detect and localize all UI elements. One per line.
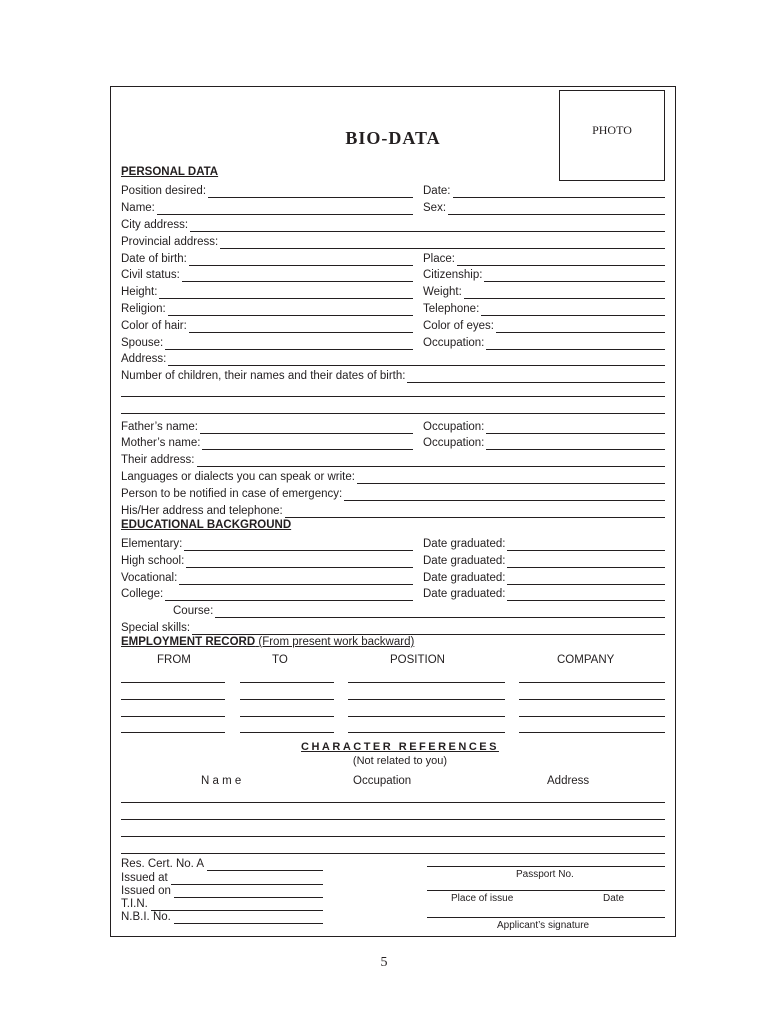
course-label: Course: [173, 605, 214, 617]
children-line-2[interactable] [121, 396, 665, 397]
references-col-occupation: Occupation [353, 775, 412, 787]
mothers-occupation-field[interactable] [423, 434, 665, 450]
passport-line[interactable] [427, 866, 665, 867]
course-line[interactable] [215, 605, 665, 618]
height-field[interactable] [121, 283, 413, 299]
provincial-address-line[interactable] [220, 236, 665, 249]
elementary-date-line[interactable] [507, 538, 665, 551]
mothers-occupation-line[interactable] [486, 437, 665, 450]
references-note: (Not related to you) [352, 755, 448, 767]
their-address-label: Their address: [121, 454, 195, 466]
vocational-field[interactable] [121, 569, 413, 585]
provincial-address-field[interactable] [121, 233, 665, 249]
form-title: BIO-DATA [345, 128, 441, 148]
elementary-label: Elementary: [121, 538, 183, 550]
religion-field[interactable] [121, 300, 413, 316]
sex-field[interactable] [423, 199, 665, 215]
employment-to-1[interactable] [240, 682, 334, 683]
employment-position-2[interactable] [348, 699, 505, 700]
reference-line-1[interactable] [121, 802, 665, 803]
languages-line[interactable] [357, 471, 665, 484]
employment-company-3[interactable] [519, 716, 665, 717]
fathers-name-field[interactable] [121, 418, 413, 434]
color-of-eyes-field[interactable] [423, 317, 665, 333]
date-line[interactable] [453, 185, 666, 198]
issued-on-label: Issued on [121, 885, 171, 897]
res-cert-label: Res. Cert. No. A [121, 858, 205, 870]
languages-label: Languages or dialects you can speak or write: [121, 471, 355, 483]
vocational-label: Vocational: [121, 572, 178, 584]
page-number: 5 [380, 955, 388, 970]
name-label: Name: [121, 202, 155, 214]
employment-col-company: COMPANY [557, 654, 615, 666]
employment-position-3[interactable] [348, 716, 505, 717]
photo-label: PHOTO [592, 123, 632, 137]
civil-status-field[interactable] [121, 266, 413, 282]
address-line[interactable] [168, 353, 665, 366]
personal-data-heading: PERSONAL DATA [121, 166, 219, 178]
their-address-line[interactable] [197, 454, 665, 467]
weight-line[interactable] [464, 286, 665, 299]
employment-position-1[interactable] [348, 682, 505, 683]
emergency-address-line[interactable] [285, 505, 665, 518]
tin-label: T.I.N. [121, 898, 148, 910]
college-date-line[interactable] [507, 588, 665, 601]
spouse-occupation-label: Occupation: [423, 337, 485, 349]
employment-to-2[interactable] [240, 699, 334, 700]
civil-status-line[interactable] [182, 269, 413, 282]
elementary-date-field[interactable] [423, 535, 665, 551]
elementary-date-label: Date graduated: [423, 538, 506, 550]
employment-heading [121, 636, 414, 648]
date-of-birth-field[interactable] [121, 250, 413, 266]
telephone-label: Telephone: [423, 303, 480, 315]
emergency-contact-line[interactable] [344, 488, 665, 501]
special-skills-field[interactable] [121, 619, 665, 635]
date-field[interactable] [423, 182, 665, 198]
name-line[interactable] [157, 202, 413, 215]
college-field[interactable] [121, 585, 413, 601]
employment-from-1[interactable] [121, 682, 225, 683]
emergency-address-label: His/Her address and telephone: [121, 505, 283, 517]
citizenship-field[interactable] [423, 266, 665, 282]
employment-position-4[interactable] [348, 732, 505, 733]
signature-label: Applicant’s signature [497, 920, 590, 931]
address-field[interactable] [121, 350, 665, 366]
fathers-occupation-field[interactable] [423, 418, 665, 434]
color-of-hair-label: Color of hair: [121, 320, 187, 332]
city-address-line[interactable] [190, 219, 665, 232]
college-line[interactable] [165, 588, 413, 601]
position-desired-line[interactable] [208, 185, 413, 198]
vocational-date-line[interactable] [507, 572, 665, 585]
city-address-label: City address: [121, 219, 189, 231]
telephone-field[interactable] [423, 300, 665, 316]
spouse-line[interactable] [165, 337, 413, 350]
reference-line-3[interactable] [121, 836, 665, 837]
emergency-contact-field[interactable] [121, 485, 665, 501]
vocational-date-field[interactable] [423, 569, 665, 585]
name-field[interactable] [121, 199, 413, 215]
passport-label: Passport No. [516, 869, 574, 880]
mothers-name-label: Mother’s name: [121, 437, 201, 449]
languages-field[interactable] [121, 468, 665, 484]
employment-to-3[interactable] [240, 716, 334, 717]
date-of-birth-line[interactable] [189, 253, 413, 266]
citizenship-label: Citizenship: [423, 269, 483, 281]
references-col-address: Address [547, 775, 590, 787]
employment-from-2[interactable] [121, 699, 225, 700]
place-line[interactable] [457, 253, 665, 266]
address-label: Address: [121, 353, 167, 365]
fathers-occupation-line[interactable] [486, 421, 665, 434]
weight-field[interactable] [423, 283, 665, 299]
high-school-date-label: Date graduated: [423, 555, 506, 567]
employment-heading-text: EMPLOYMENT RECORD [121, 636, 256, 648]
color-of-hair-field[interactable] [121, 317, 413, 333]
spouse-field[interactable] [121, 334, 413, 350]
children-line[interactable] [407, 370, 665, 383]
color-of-hair-line[interactable] [189, 320, 413, 333]
weight-label: Weight: [423, 286, 462, 298]
college-date-label: Date graduated: [423, 588, 506, 600]
emergency-address-field[interactable] [121, 502, 665, 518]
religion-label: Religion: [121, 303, 166, 315]
fathers-name-label: Father’s name: [121, 421, 198, 433]
college-date-field[interactable] [423, 585, 665, 601]
children-field[interactable] [121, 367, 665, 383]
nbi-line[interactable] [174, 912, 323, 924]
tin-field[interactable] [121, 897, 323, 911]
color-of-eyes-label: Color of eyes: [423, 320, 494, 332]
vocational-date-label: Date graduated: [423, 572, 506, 584]
fathers-name-line[interactable] [200, 421, 413, 434]
fathers-occupation-label: Occupation: [423, 421, 485, 433]
special-skills-label: Special skills: [121, 622, 191, 634]
elementary-line[interactable] [184, 538, 413, 551]
spouse-label: Spouse: [121, 337, 164, 349]
high-school-field[interactable] [121, 552, 413, 568]
sex-line[interactable] [448, 202, 665, 215]
employment-col-from: FROM [157, 654, 191, 666]
provincial-address-label: Provincial address: [121, 236, 219, 248]
references-col-name: N a m e [201, 775, 242, 787]
city-address-field[interactable] [121, 216, 665, 232]
special-skills-line[interactable] [192, 622, 665, 635]
position-desired-field[interactable] [121, 182, 413, 198]
high-school-date-line[interactable] [507, 555, 665, 568]
signature-line[interactable] [427, 917, 665, 918]
children-line-3[interactable] [121, 413, 665, 414]
height-line[interactable] [159, 286, 413, 299]
employment-col-to: TO [272, 654, 288, 666]
employment-company-1[interactable] [519, 682, 665, 683]
res-cert-line[interactable] [207, 859, 323, 871]
color-of-eyes-line[interactable] [496, 320, 665, 333]
citizenship-line[interactable] [484, 269, 665, 282]
religion-line[interactable] [168, 303, 413, 316]
spouse-occupation-line[interactable] [486, 337, 665, 350]
issued-at-label: Issued at [121, 872, 168, 884]
sex-label: Sex: [423, 202, 447, 214]
place-field[interactable] [423, 250, 665, 266]
employment-company-2[interactable] [519, 699, 665, 700]
mothers-name-field[interactable] [121, 434, 413, 450]
position-desired-label: Position desired: [121, 185, 207, 197]
res-cert-field[interactable] [121, 857, 323, 871]
reference-line-4[interactable] [121, 853, 665, 854]
height-label: Height: [121, 286, 158, 298]
issued-at-field[interactable] [121, 871, 323, 885]
course-field[interactable] [173, 602, 665, 618]
spouse-occupation-field[interactable] [423, 334, 665, 350]
college-label: College: [121, 588, 164, 600]
employment-from-4[interactable] [121, 732, 225, 733]
vocational-line[interactable] [179, 572, 413, 585]
emergency-contact-label: Person to be notified in case of emergency: [121, 488, 343, 500]
date-of-birth-label: Date of birth: [121, 253, 187, 265]
place-of-issue-label: Place of issue [451, 893, 514, 904]
mothers-name-line[interactable] [202, 437, 413, 450]
high-school-line[interactable] [186, 555, 413, 568]
high-school-label: High school: [121, 555, 185, 567]
civil-status-label: Civil status: [121, 269, 180, 281]
education-heading: EDUCATIONAL BACKGROUND [121, 519, 292, 531]
nbi-field[interactable] [121, 910, 323, 924]
employment-note: (From present work backward) [258, 636, 415, 648]
reference-line-2[interactable] [121, 819, 665, 820]
employment-to-4[interactable] [240, 732, 334, 733]
employment-company-4[interactable] [519, 732, 665, 733]
place-date-line[interactable] [427, 890, 665, 891]
employment-col-position: POSITION [390, 654, 445, 666]
employment-from-3[interactable] [121, 716, 225, 717]
telephone-line[interactable] [481, 303, 665, 316]
issue-date-label: Date [603, 893, 625, 904]
elementary-field[interactable] [121, 535, 413, 551]
nbi-label: N.B.I. No. [121, 911, 171, 923]
issued-on-field[interactable] [121, 884, 323, 898]
their-address-field[interactable] [121, 451, 665, 467]
references-heading: CHARACTER REFERENCES [301, 741, 499, 753]
mothers-occupation-label: Occupation: [423, 437, 485, 449]
children-label: Number of children, their names and their dates of birth: [121, 370, 406, 382]
place-label: Place: [423, 253, 455, 265]
date-label: Date: [423, 185, 451, 197]
high-school-date-field[interactable] [423, 552, 665, 568]
